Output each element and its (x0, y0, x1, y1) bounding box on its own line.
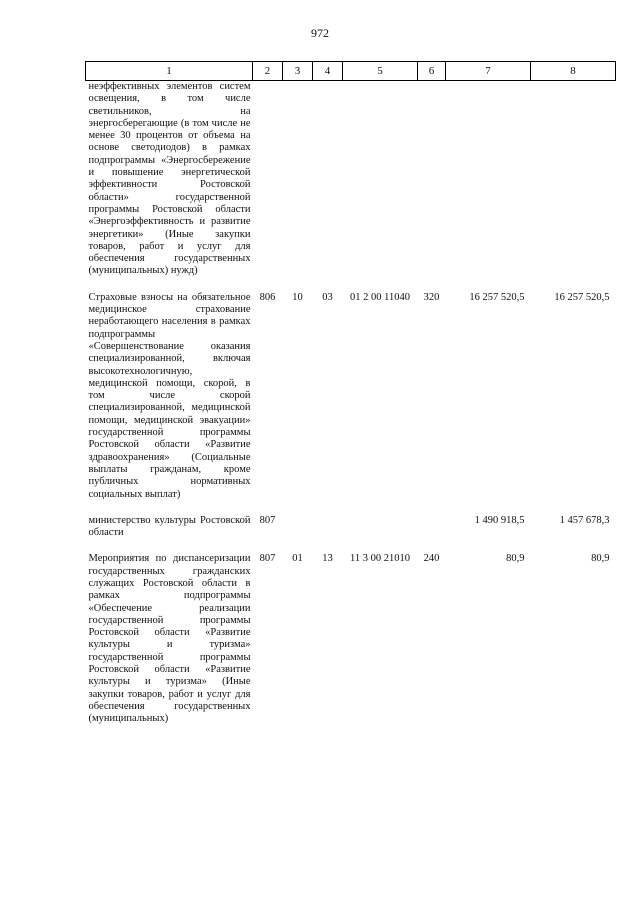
page-number: 972 (311, 26, 329, 40)
cell-amount-2: 80,9 (591, 553, 610, 565)
cell-section: 01 (292, 553, 303, 565)
cell-target-article: 11 3 00 21010 (350, 553, 410, 565)
cell-amount-2: 1 457 678,3 (559, 514, 610, 526)
column-header: 1 (86, 62, 253, 81)
cell-expense-type (418, 515, 446, 540)
cell-expense-type (418, 81, 446, 278)
column-header: 4 (313, 62, 343, 81)
cell-amount-1: 1 490 918,5 (474, 514, 525, 526)
cell-subsection (313, 515, 343, 540)
column-header: 5 (343, 62, 418, 81)
table-row (86, 515, 616, 540)
cell-target-article (343, 515, 418, 540)
cell-subsection: 03 (322, 291, 333, 303)
cell-subsection: 13 (322, 553, 333, 565)
cell-target-article: 01 2 00 11040 (350, 291, 410, 303)
row-description: Мероприятия по диспансеризации государственных гражданских служащих Ростовской области в рамках подпрограммы «Обеспечение реализации государственной программы Ростовской области «Развитие культуры и туризма» государственной программы Ростовской области «Развитие культуры и туризма» (Иные закупки товаров, работ и услуг для обеспечения государственных (муниципальных) (88, 553, 251, 725)
budget-table (85, 61, 616, 726)
cell-amount-1: 16 257 520,5 (469, 291, 525, 303)
row-description: неэффективных элементов систем освещения, в том числе светильников, на энергосберегающие (в том числе не менее 30 процентов от объема на основе светодиодов) в рамках подпрограммы «Энергосбережение и повышение энергетической эффективности Ростовской области» государственной программы Ростовской области «Энергоэффективность и развитие энергетики» (Иные закупки товаров, работ и услуг для обеспечения государственных (муниципальных) нужд) (88, 81, 251, 277)
table-row (86, 292, 616, 501)
cell-expense-type: 240 (423, 553, 440, 565)
column-header: 8 (531, 62, 616, 81)
column-header: 7 (446, 62, 531, 81)
cell-ministry-code (253, 81, 283, 278)
column-header: 2 (253, 62, 283, 81)
column-header: 3 (283, 62, 313, 81)
table-header (86, 62, 616, 81)
cell-expense-type: 320 (423, 291, 440, 303)
cell-amount-2 (531, 81, 616, 278)
cell-ministry-code: 807 (259, 514, 276, 526)
cell-amount-2: 16 257 520,5 (554, 291, 610, 303)
cell-amount-1: 80,9 (506, 553, 525, 565)
cell-section (283, 515, 313, 540)
cell-section: 10 (292, 291, 303, 303)
cell-section (283, 81, 313, 278)
cell-ministry-code: 806 (259, 291, 276, 303)
column-header: 6 (418, 62, 446, 81)
row-description: министерство культуры Ростовской области (88, 514, 251, 539)
table-row (86, 81, 616, 278)
cell-ministry-code: 807 (259, 553, 276, 565)
cell-target-article (343, 81, 418, 278)
row-description: Страховые взносы на обязательное медицинское страхование неработающего населения в рамках подпрограммы «Совершенствование оказания специализированной, включая высокотехнологичную, медицинской помощи, скорой, в том числе скорой специализированной, медицинской помощи, медицинской эвакуации» государственной программы Ростовской области «Развитие здравоохранения» (Социальные выплаты гражданам, кроме публичных нормативных социальных выплат) (88, 291, 251, 500)
cell-subsection (313, 81, 343, 278)
cell-amount-1 (446, 81, 531, 278)
table-row (86, 553, 616, 725)
